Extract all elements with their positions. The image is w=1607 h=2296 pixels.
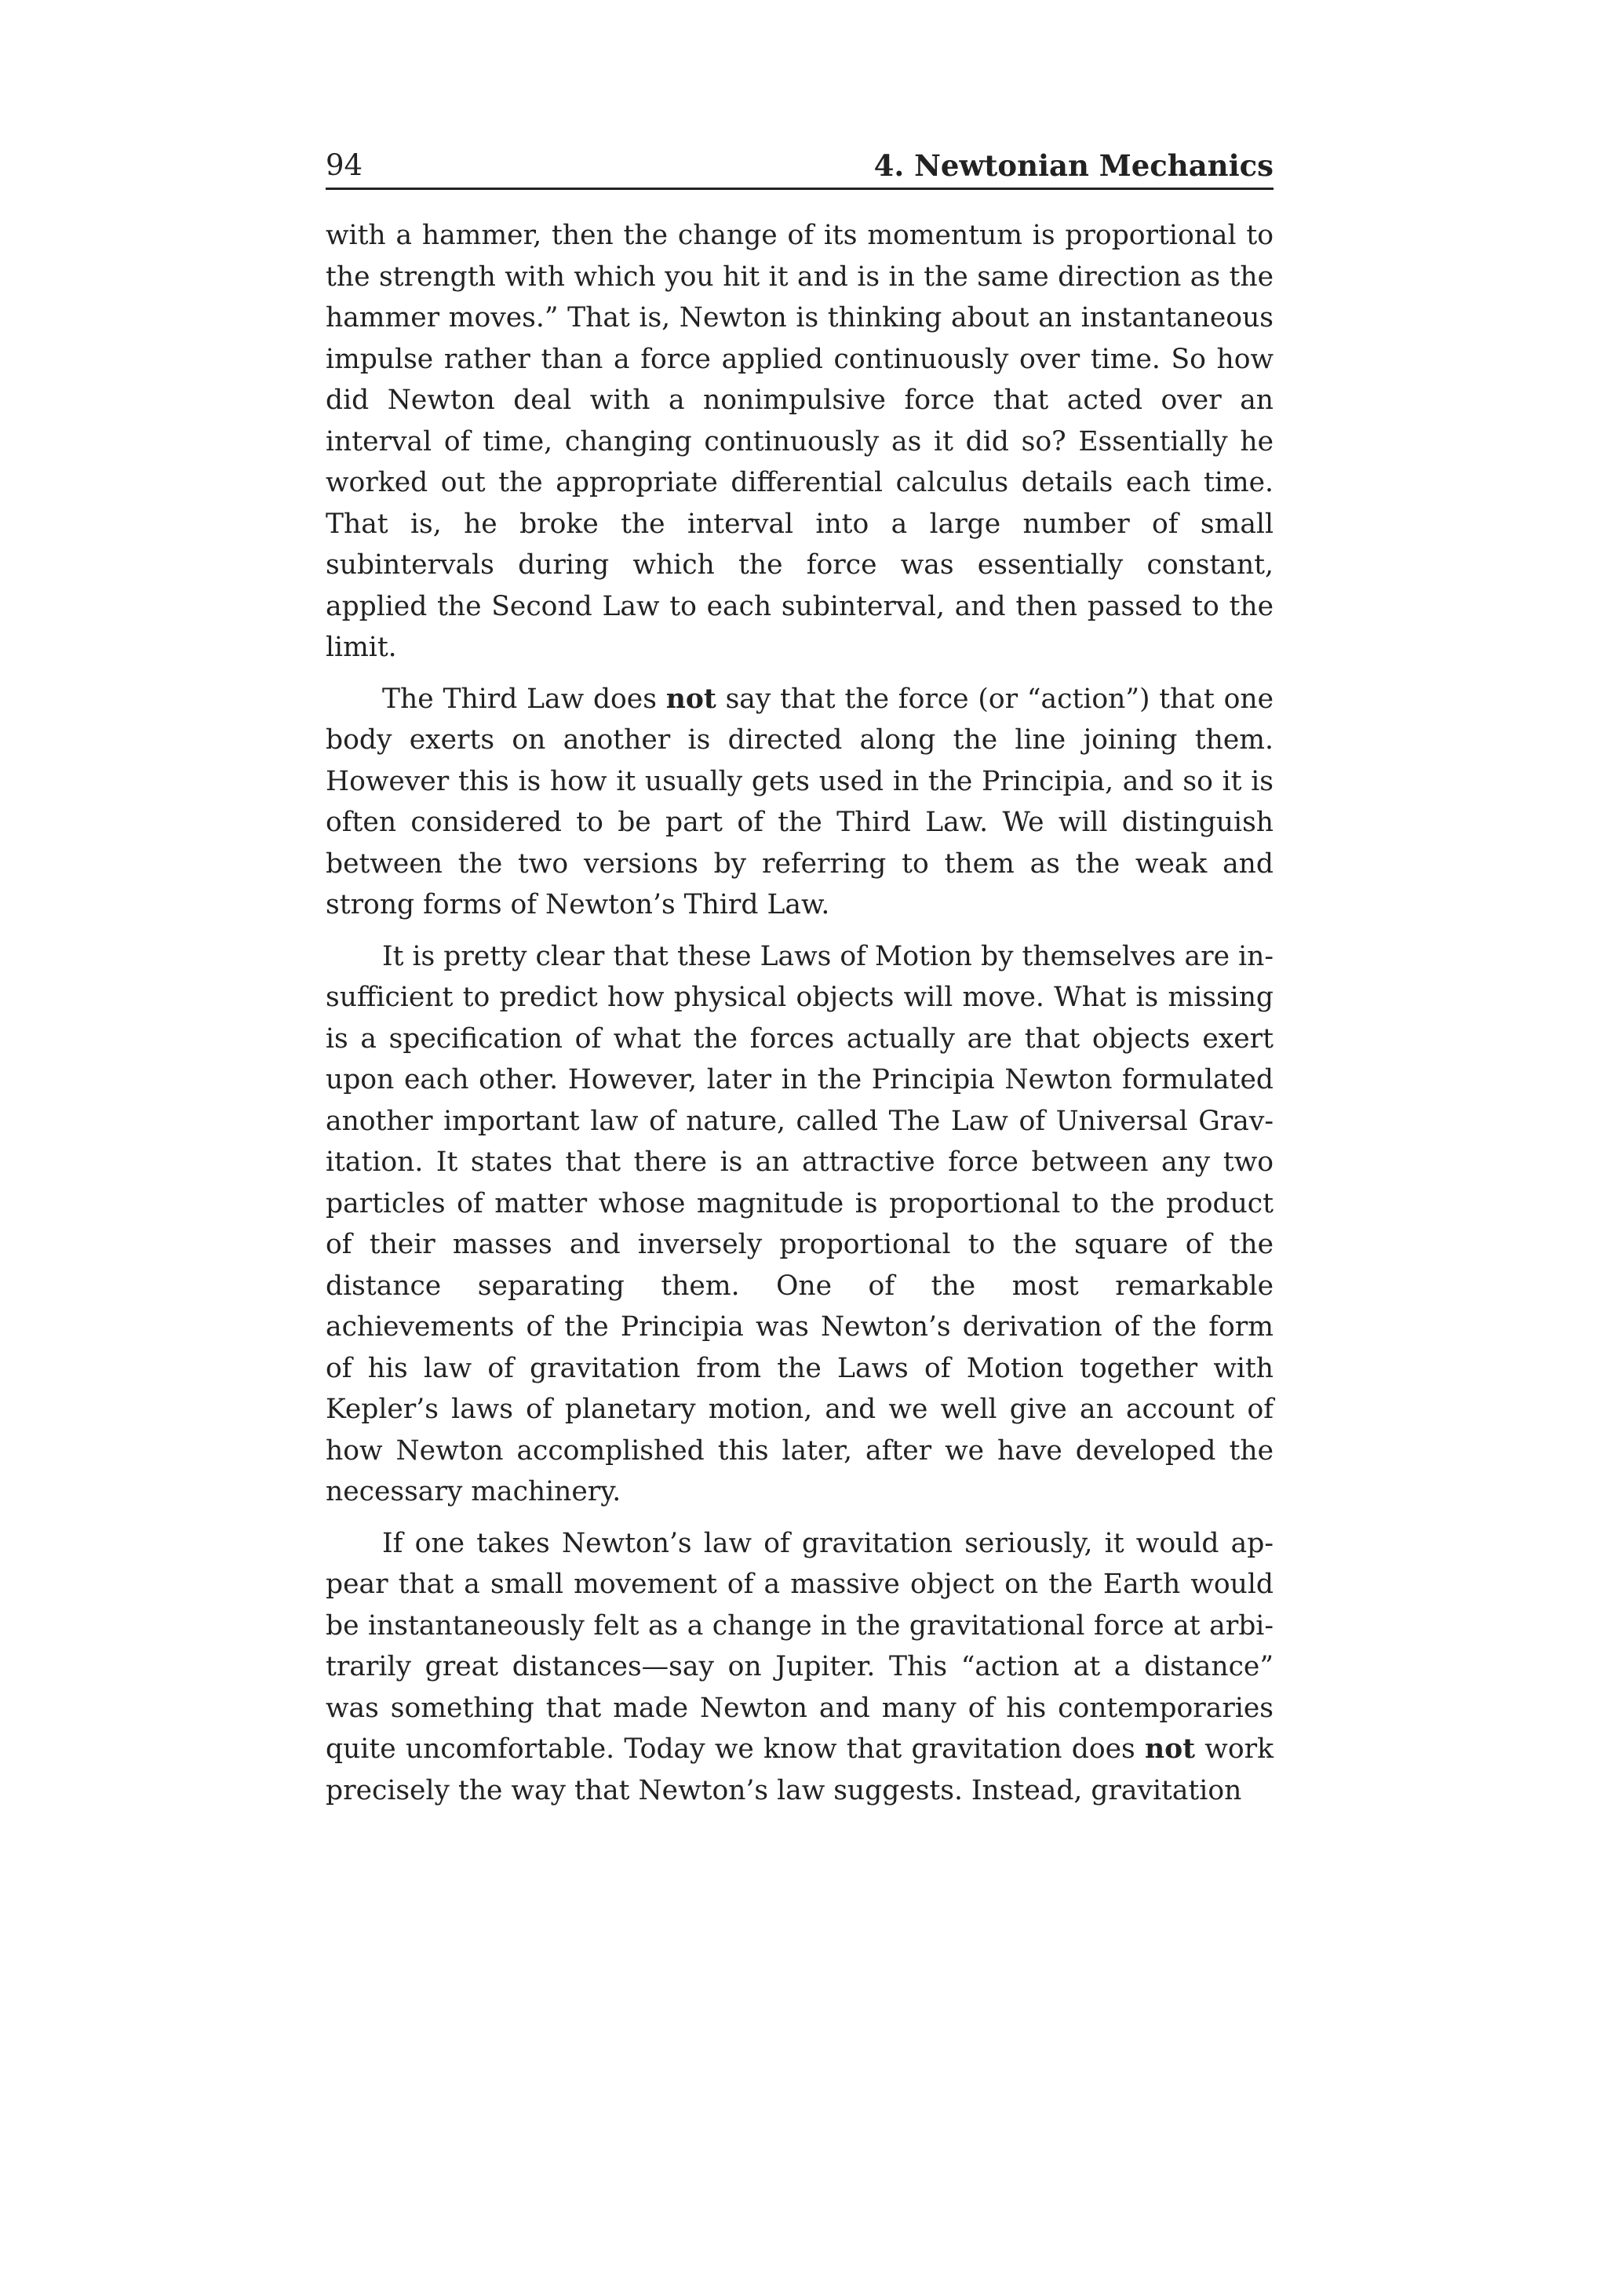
paragraph-2-text-before: The Third Law does [382,683,666,715]
body-text [326,215,1274,1811]
paragraph-1-text: with a hammer, then the change of its momentum is proportional to the strength with which you hit it and is in the same direction as the hammer moves.” That is, Newton is thinking about an instantaneous impulse rather than a force applied continuously over time. So how did Newton deal with a nonimpulsive force that acted over an interval of time, changing continuously as it did so? Essentially he worked out the appropriate differential calculus details each time. That is, he broke the interval into a large number of small subintervals during which the force was essentially constant, applied the Second Law to each subinterval, and then passed to the limit. [326,220,1274,663]
chapter-title: 4. Newtonian Mechanics [873,148,1274,183]
paragraph-2 [326,679,1274,926]
header-rule [326,188,1274,190]
emphasis-not: not [665,683,716,715]
paragraph-4-text-after: work precisely the way that Newton’s law suggests. Instead, gravitation [326,1733,1274,1806]
paragraph-4 [326,1523,1274,1812]
paragraph-3 [326,936,1274,1513]
paragraph-3-text: It is pretty clear that these Laws of Motion by themselves are insufficient to predict how physical objects will move. What is missing is a specification of what the forces actually are that objects exert upon each other. However, later in the Principia Newton formulated another important law of nature, called The Law of Universal Gravitation. It states that there is an attractive force between any two particles of matter whose magnitude is proportional to the product of their masses and inversely proportional to the square of the distance separating them. One of the most remarkable achievements of the Principia was Newton’s derivation of the form of his law of gravitation from the Laws of Motion together with Kepler’s laws of planetary motion, and we well give an account of how Newton accomplished this later, after we have developed the necessary machinery. [326,940,1274,1507]
paragraph-4-text-before: If one takes Newton’s law of gravitation seriously, it would appear that a small movement of a massive object on the Earth would be instantaneously felt as a change in the gravitational force at arbitrarily great distances—say on Jupiter. This “action at a distance” was something that made Newton and many of his contemporaries quite uncomfortable. Today we know that gravitation does [326,1527,1274,1765]
running-header [326,145,1274,186]
paragraph-1 [326,215,1274,669]
book-page [326,145,1274,1811]
paragraph-2-text-after: say that the force (or “action”) that one body exerts on another is directed along the line joining them. However this is how it usually gets used in the Principia, and so it is often considered to be part of the Third Law. We will distinguish between the two versions by referring to them as the weak and strong forms of Newton’s Third Law. [326,683,1274,920]
page-number: 94 [326,148,363,182]
emphasis-not: not [1145,1733,1196,1765]
